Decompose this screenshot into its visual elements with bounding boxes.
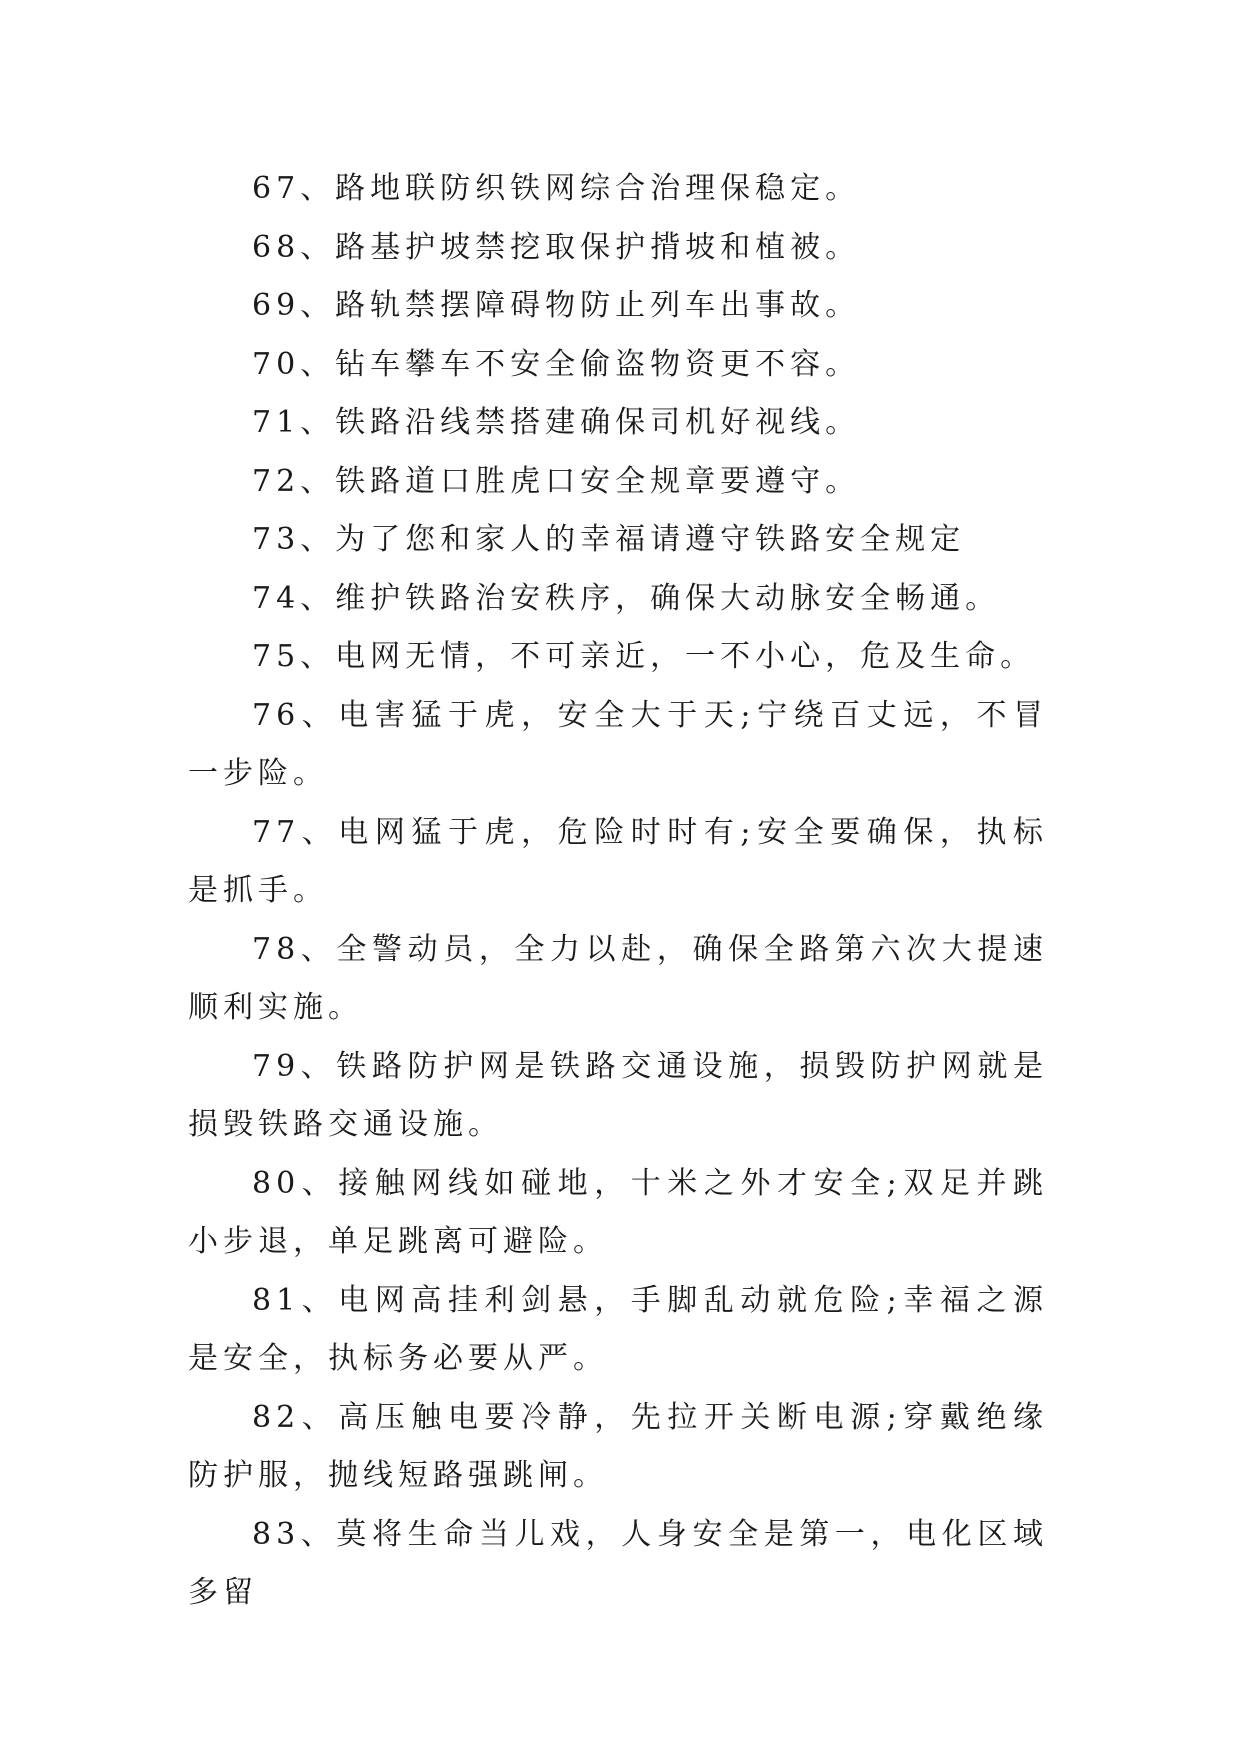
paragraph-68: 68、路基护坡禁挖取保护揹坡和植被。 xyxy=(252,229,861,265)
paragraph-81: 81、电网高挂利剑悬，手脚乱动就危险;幸福之源是安全，执标务必要从严。 xyxy=(188,1282,1048,1376)
paragraph-77: 77、电网猛于虎，危险时时有;安全要确保，执标是抓手。 xyxy=(188,814,1048,908)
paragraph-72: 72、铁路道口胜虎口安全规章要遵守。 xyxy=(252,463,861,499)
paragraph-78: 78、全警动员，全力以赴，确保全路第六次大提速顺利实施。 xyxy=(188,931,1048,1025)
paragraph-69: 69、路轨禁摆障碍物防止列车出事故。 xyxy=(252,288,861,323)
paragraph-67: 67、路地联防织铁网综合治理保稳定。 xyxy=(252,171,861,206)
paragraph-79: 79、铁路防护网是铁路交通设施，损毁防护网就是损毁铁路交通设施。 xyxy=(188,1048,1048,1142)
paragraph-82: 82、高压触电要冷静，先拉开关断电源;穿戴绝缘防护服，抛线短路强跳闸。 xyxy=(188,1399,1048,1493)
paragraph-83: 83、莫将生命当儿戏，人身安全是第一，电化区域多留 xyxy=(188,1516,1048,1610)
paragraph-73: 73、为了您和家人的幸福请遵守铁路安全规定 xyxy=(252,522,966,557)
paragraph-80: 80、接触网线如碰地，十米之外才安全;双足并跳小步退，单足跳离可避险。 xyxy=(188,1165,1048,1259)
document-body xyxy=(188,160,1048,1623)
paragraph-74: 74、维护铁路治安秩序，确保大动脉安全畅通。 xyxy=(252,580,1001,616)
paragraph-75: 75、电网无情，不可亲近，一不小心，危及生命。 xyxy=(252,639,1036,674)
paragraph-70: 70、钻车攀车不安全偷盗物资更不容。 xyxy=(252,346,861,382)
paragraph-76: 76、电害猛于虎，安全大于天;宁绕百丈远，不冒一步险。 xyxy=(188,697,1048,791)
paragraph-71: 71、铁路沿线禁搭建确保司机好视线。 xyxy=(252,405,861,440)
